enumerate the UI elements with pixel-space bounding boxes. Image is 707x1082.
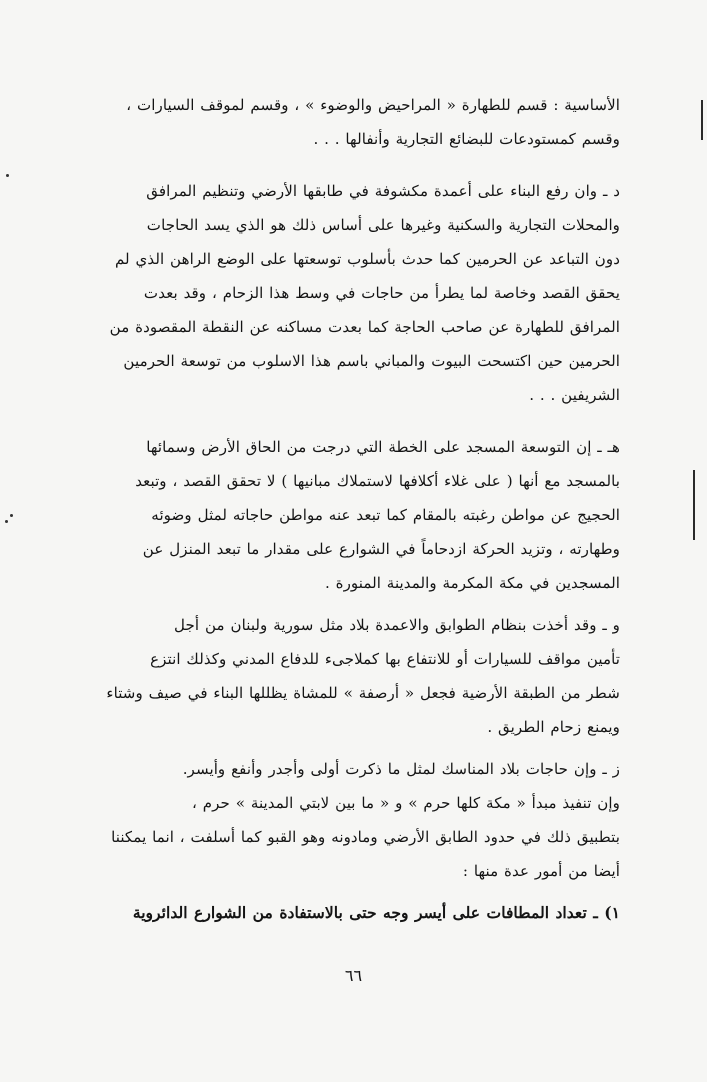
margin-scan-mark: [701, 100, 703, 140]
text-line: الحجيج عن مواطن رغبته بالمقام كما تبعد عنه مواطن حاجاته لمثل وضوئه: [151, 506, 620, 524]
text-line: الشريفين . . .: [529, 386, 620, 404]
text-line: بالمسجد مع أنها ( على غلاء أكلافها لاستملاك مبانيها ) لا تحقق القصد ، وتبعد: [135, 472, 620, 490]
paragraph-zay: [72, 752, 620, 786]
text-line: د ـ وان رفع البناء على أعمدة مكشوفة في طابقها الأرضي وتنظيم المرافق: [146, 182, 620, 200]
paragraph-list-item-1: [72, 896, 620, 930]
paragraph-dal: [72, 174, 620, 412]
text-line: والمحلات التجارية والسكنية وغيرها على أساس ذلك هو الذي يسد الحاجات: [146, 216, 620, 234]
text-line: و ـ وقد أخذت بنظام الطوابق والاعمدة بلاد مثل سورية ولبنان من أجل: [174, 616, 620, 634]
margin-scan-mark: [693, 470, 695, 540]
paragraph-ha: [72, 430, 620, 600]
paragraph-implementation: [72, 786, 620, 888]
scan-speck: [10, 514, 13, 517]
text-line: الحرمين حين اكتسحت البيوت والمباني باسم هذا الاسلوب من توسعة الحرمين: [123, 352, 620, 370]
paragraph-facilities: [72, 88, 620, 156]
text-line: المسجدين في مكة المكرمة والمدينة المنورة .: [324, 574, 620, 592]
page-number: ٦٦: [344, 966, 363, 985]
scan-speck: [5, 520, 8, 523]
text-line: وإن تنفيذ مبدأ « مكة كلها حرم » و « ما بين لابتي المدينة » حرم ،: [191, 794, 620, 812]
scan-speck: [6, 174, 9, 177]
text-line: وطهارته ، وتزيد الحركة ازدحاماً في الشوارع على مقدار ما تبعد المنزل عن: [142, 540, 620, 558]
text-line: ١) ـ تعداد المطافات على أيسر وجه حتى بالاستفادة من الشوارع الدائروية: [132, 903, 620, 922]
text-line: ويمنع زحام الطريق .: [487, 718, 620, 736]
text-line: هـ ـ إن التوسعة المسجد على الخطة التي درجت من الحاق الأرض وسمائها: [146, 438, 620, 456]
text-line: وقسم كمستودعات للبضائع التجارية وأنفالها . . .: [313, 130, 620, 148]
text-line: يحقق القصد وخاصة لما يطرأ من حاجات في وسط هذا الزحام ، وقد بعدت: [143, 284, 620, 302]
text-line: شطر من الطبقة الأرضية فجعل « أرصفة » للمشاة يظللها البناء في صيف وشتاء: [106, 684, 620, 702]
text-line: الأساسية : قسم للطهارة « المراحيض والوضوء » ، وقسم لموقف السيارات ،: [126, 96, 620, 114]
text-line: بتطبيق ذلك في حدود الطابق الأرضي ومادونه وهو القبو كما أسلفت ، انما يمكننا: [111, 828, 620, 846]
text-line: أيضا من أمور عدة منها :: [462, 862, 620, 880]
text-line: المرافق للطهارة عن صاحب الحاجة كما بعدت مساكنه عن النقطة المقصودة من: [109, 318, 620, 336]
text-line: تأمين مواقف للسيارات أو للانتفاع بها كملاجىء للدفاع المدني وكذلك انتزع: [150, 650, 620, 668]
paragraph-waw: [72, 608, 620, 744]
body-text: [72, 88, 620, 930]
text-line: ز ـ وإن حاجات بلاد المناسك لمثل ما ذكرت أولى وأجدر وأنفع وأيسر.: [182, 760, 620, 778]
text-line: دون التباعد عن الحرمين كما حدث بأسلوب توسعتها على الوضع الراهن الذي لم: [114, 250, 620, 268]
